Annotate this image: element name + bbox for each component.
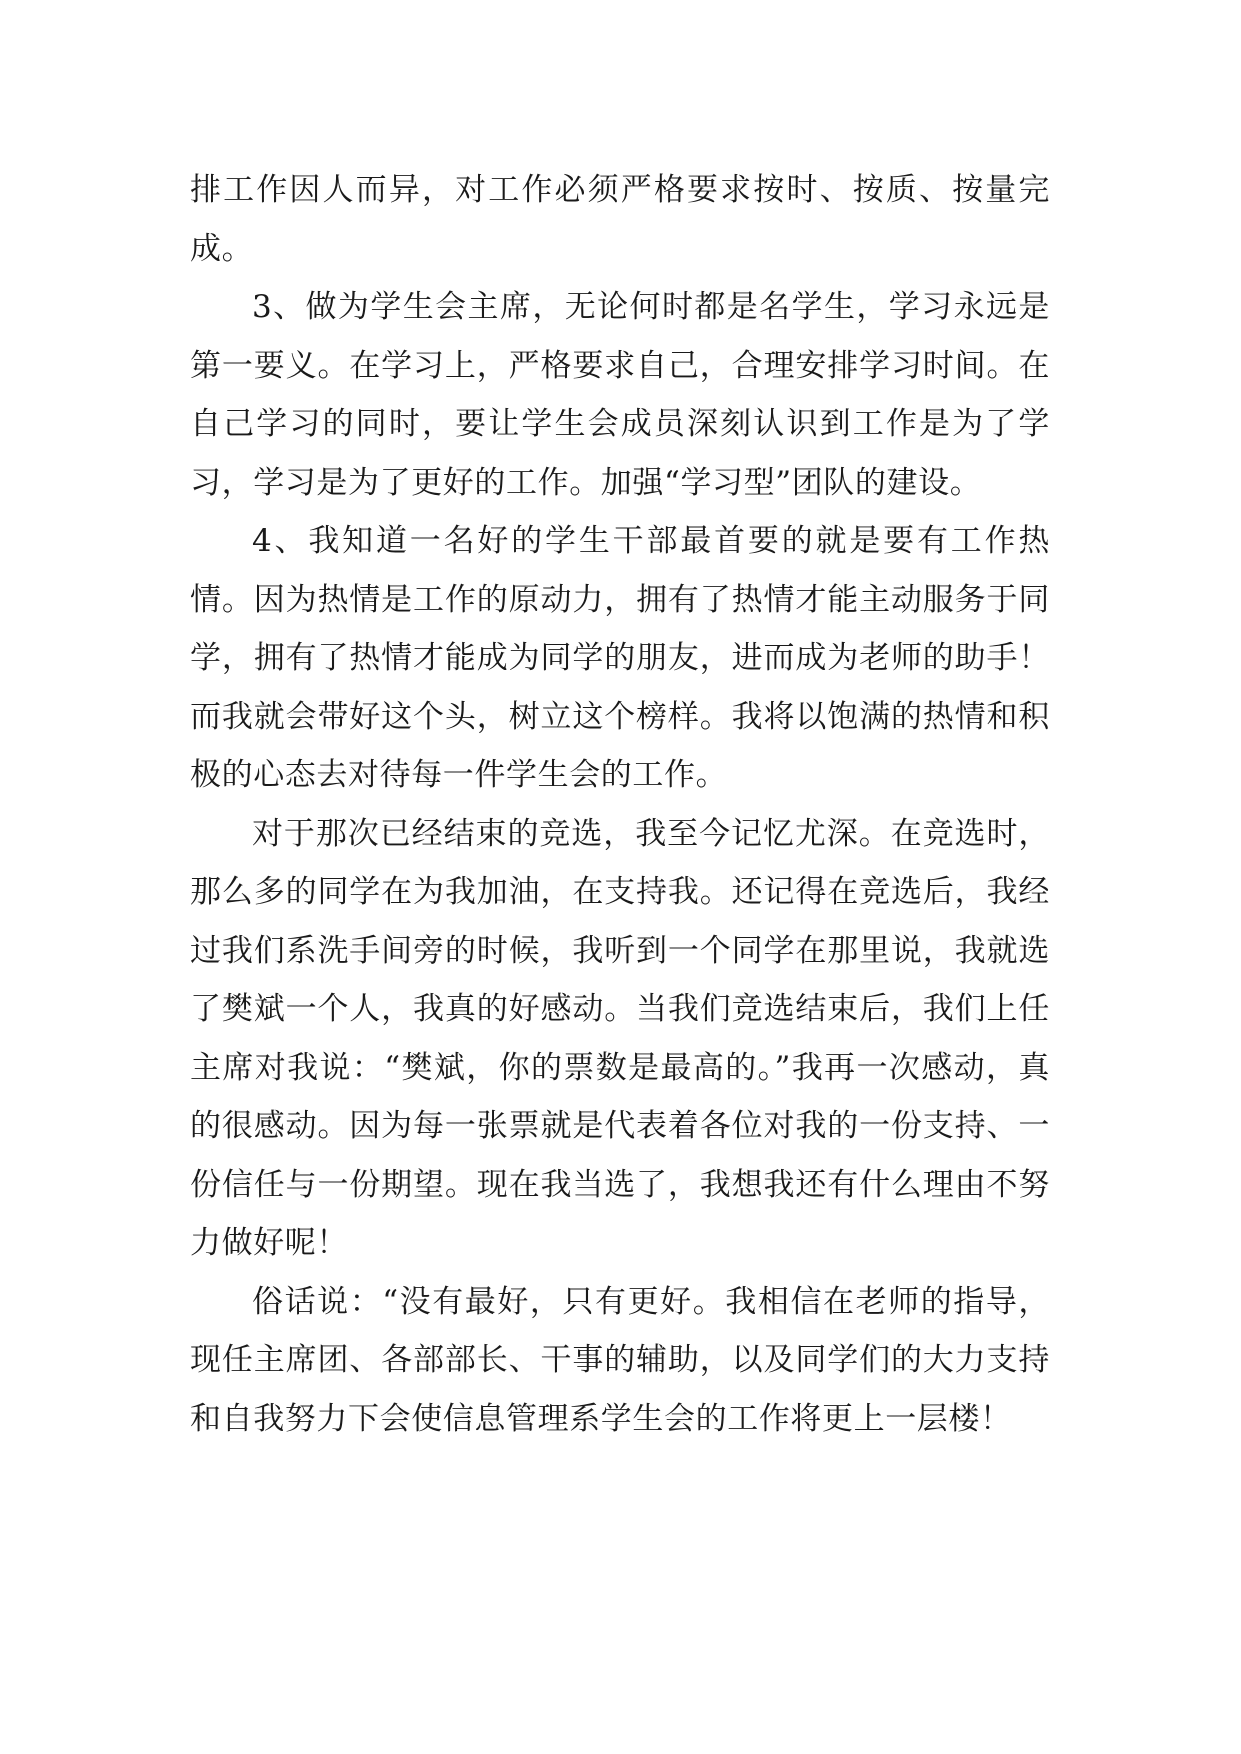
paragraph-4: 对于那次已经结束的竞选，我至今记忆尤深。在竞选时，那么多的同学在为我加油，在支持我。还记得在竞选后，我经过我们系洗手间旁的时候，我听到一个同学在那里说，我就选了樊斌一个人，我真的好感动。当我们竞选结束后，我们上任主席对我说：“樊斌，你的票数是最高的。”我再一次感动，真的很感动。因为每一张票就是代表着各位对我的一份支持、一份信任与一份期望。现在我当选了，我想我还有什么理由不努力做好呢！ [190, 815, 1050, 1261]
document-body [190, 161, 1050, 1448]
paragraph-5: 俗话说：“没有最好，只有更好。我相信在老师的指导，现任主席团、各部部长、干事的辅助，以及同学们的大力支持和自我努力下会使信息管理系学生会的工作将更上一层楼！ [190, 1283, 1050, 1437]
paragraph-2: 3、做为学生会主席，无论何时都是名学生，学习永远是第一要义。在学习上，严格要求自己，合理安排学习时间。在自己学习的同时，要让学生会成员深刻认识到工作是为了学习，学习是为了更好的工作。加强“学习型”团队的建设。 [190, 289, 1050, 501]
paragraph-1: 排工作因人而异，对工作必须严格要求按时、按质、按量完成。 [190, 172, 1050, 267]
paragraph-3: 4、我知道一名好的学生干部最首要的就是要有工作热情。因为热情是工作的原动力，拥有了热情才能主动服务于同学，拥有了热情才能成为同学的朋友，进而成为老师的助手！而我就会带好这个头，树立这个榜样。我将以饱满的热情和积极的心态去对待每一件学生会的工作。 [190, 523, 1050, 793]
